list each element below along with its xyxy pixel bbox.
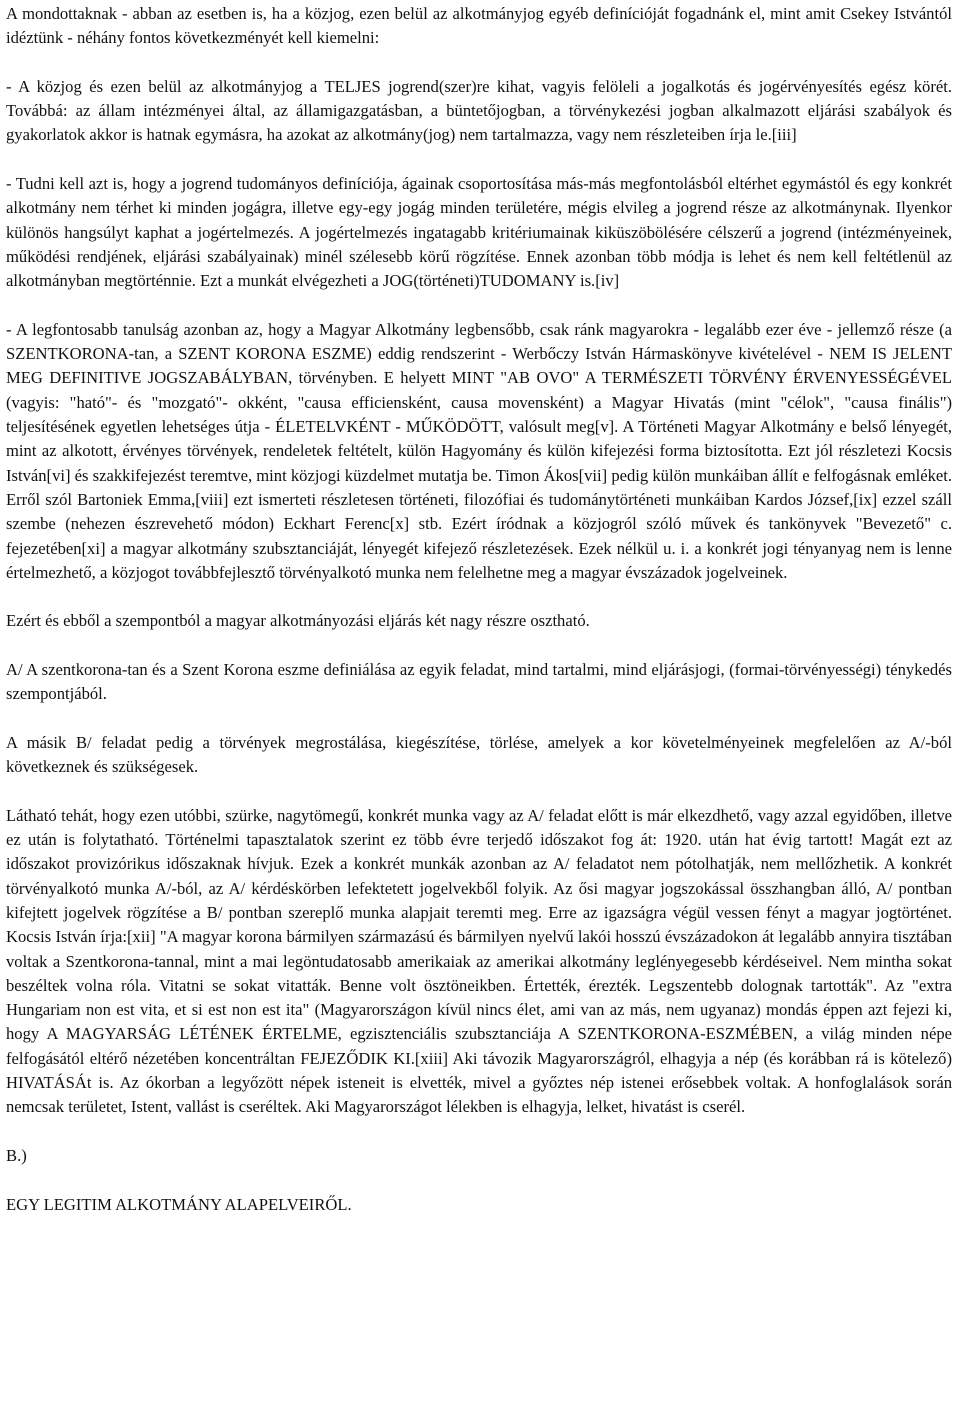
paragraph-ket-resz: Ezért és ebből a szempontból a magyar alkotmányozási eljárás két nagy részre osztható.	[6, 611, 590, 631]
paragraph-definicio: - Tudni kell azt is, hogy a jogrend tudományos definíciója, ágainak csoportosítása más-más megfontolásból eltérhet egymástól és egy konkrét alkotmány nem térhet ki minden jogágra, illetve egy-egy jogág minden területére, mégis elvileg a jogrend része az alkotmánynak. Ilyenkor különös hangsúlyt kaphat a jogértelmezés. A jogértelmezés ingatagabb kritériumainak kiküszöbölésére célszerű a jogrend (intézményeinek, működési rendjének, eljárási szabályainak) minél szélesebb körű rögzítése. Ennek azonban több módja is lehet és nem kell feltétlenül az alkotmányban megtörténnie. Ezt a munkát elvégezheti a JOG(történeti)TUDOMANY is.[iv]	[6, 174, 952, 291]
paragraph-a-feladat: A/ A szentkorona-tan és a Szent Korona eszme definiálása az egyik feladat, mind tartalmi, mind eljárásjogi, (formai-törvényességi) ténykedés szempontjából.	[6, 660, 952, 704]
section-label: B.)	[6, 1145, 27, 1165]
paragraph-b-feladat: A másik B/ feladat pedig a törvények megrostálása, kiegészítése, törlése, amelyek a kor követelményeinek megfelelően az A/-ból következnek és szükségesek.	[6, 732, 952, 777]
paragraph-lathato: Látható tehát, hogy ezen utóbbi, szürke, nagytömegű, konkrét munka vagy az A/ feladat előtt is már elkezdhető, vagy azzal egyidőben, illetve ez után is folytatható. Történelmi tapasztalatok szerint ez több évre terjedő időszakot fog át: 1920. után hat évig tartott! Magát ezt az időszakot provizórikus időszaknak hívjuk. Ezek a konkrét munkák azonban az A/ feladatot nem pótolhatják, nem mellőzhetik. A konkrét törvényalkotó munka A/-ból, az A/ kérdéskörben lefektetett jogelvekből folyik. Az ősi magyar jogszokással összhangban álló, A/ pontban kifejtett jogelvek rögzítése a B/ pontban szereplő munka alapjait teremti meg. Erre az igazságra végül vessen fényt a magyar jogtörténet. Kocsis István írja:[xii] "A magyar korona bármilyen származású és bármilyen nyelvű lakói hosszú évszázadokon át legalább annyira tisztában voltak a Szentkorona-tannal, mint a mai legöntudatosabb amerikaiak az amerikai alkotmány leglényegesebb kérdéseivel. Nem mintha sokat beszéltek volna róla. Vitatni se sokat vitatták. Benne volt ösztöneikben. Értették, érezték. Legszentebb dolognak tartották". Az "extra Hungariam non est vita, et si est non est ita" (Magyarországon kívül nincs élet, ami van az más, nem ugyanaz) mondás éppen azt fejezi ki, hogy A MAGYARSÁG LÉTÉNEK ÉRTELME, egzisztenciális szubsztanciája A SZENTKORONA-ESZMÉBEN, a világ minden népe felfogásától eltérő nézetében koncentráltan FEJEZŐDIK KI.[xiii] Aki távozik Magyarországról, elhagyja a nép (és korábban rá is kötelező) HIVATÁSÁt is. Az ókorban a legyőzött népek isteneit is elvették, mivel a győztes nép istenei erősebbek voltak. A honfoglalások során nemcsak területet, Istent, vallást is cseréltek. Aki Magyarországot lélekben is elhagyja, lelket, hivatást is cserél.	[6, 805, 952, 1117]
paragraph-intro: A mondottaknak - abban az esetben is, ha a közjog, ezen belül az alkotmányjog egyéb definícióját fogadnánk el, mint amit Csekey Istvántól idéztünk - néhány fontos következményét kell kiemelni:	[6, 4, 952, 48]
paragraph-tanulsag: - A legfontosabb tanulság azonban az, hogy a Magyar Alkotmány legbensőbb, csak ránk magyarokra - legalább ezer éve - jellemző része (a SZENTKORONA-tan, a SZENT KORONA ESZME) eddig rendszerint - Werbőczy István Hármaskönyve kivételével - NEM IS JELENT MEG DEFINITIVE JOGSZABÁLYBAN, törvényben. E helyett MINT "AB OVO" A TERMÉSZETI TÖRVÉNY ÉRVENYESSÉGÉVEL (vagyis: "ható"- és "mozgató"- okként, "causa efficiensként, causa movensként) a Magyar Hivatás (mint "célok", "causa finális") teljesítésének egyetlen lehetséges útja - ÉLETELVKÉNT - MŰKÖDÖTT, valósult meg[v]. A Történeti Magyar Alkotmány e belső lényegét, mint az alkotott, érvényes törvények, rendeletek feltételt, külön Hagyomány és külön kifejezési forma biztosította. Ezt jól részletezi Kocsis István[vi] és szakkifejezést teremtve, mint közjogi küzdelmet mutatja be. Timon Ákos[vii] pedig külön munkáiban állít e felfogásnak emléket. Erről szól Bartoniek Emma,[viii] ezt ismerteti részletesen történeti, filozófiai és tudománytörténeti munkáiban Kardos József,[ix] ezzel száll szembe (nehezen észrevehető módon) Eckhart Ferenc[x] stb. Ezért íródnak a közjogról szóló művek és tankönyvek "Bevezető" c. fejezetében[xi] a magyar alkotmány szubsztanciáját, lényegét kifejező részletezések. Ezek nélkül u. i. a konkrét jogi tényanyag nem is lenne értelmezhető, a közjogot továbbfejlesztő törvényalkotó munka nem felelhetne meg a magyar évszázadok jogelveinek.	[6, 319, 952, 582]
paragraph-jogrend: - A közjog és ezen belül az alkotmányjog a TELJES jogrend(szer)re kihat, vagyis felöleli a jogalkotás és jogérvényesítés egész körét. Továbbá: az állam intézményei által, az államigazgatásban, a büntetőjogban, a törvénykezési jogban alkalmazott eljárási szabályok és gyakorlatok akkor is hatnak egymásra, ha azokat az alkotmány(jog) nem tartalmazza, vagy nem részleteiben írja le.[iii]	[6, 76, 952, 145]
section-title: EGY LEGITIM ALKOTMÁNY ALAPELVEIRŐL.	[6, 1194, 352, 1214]
